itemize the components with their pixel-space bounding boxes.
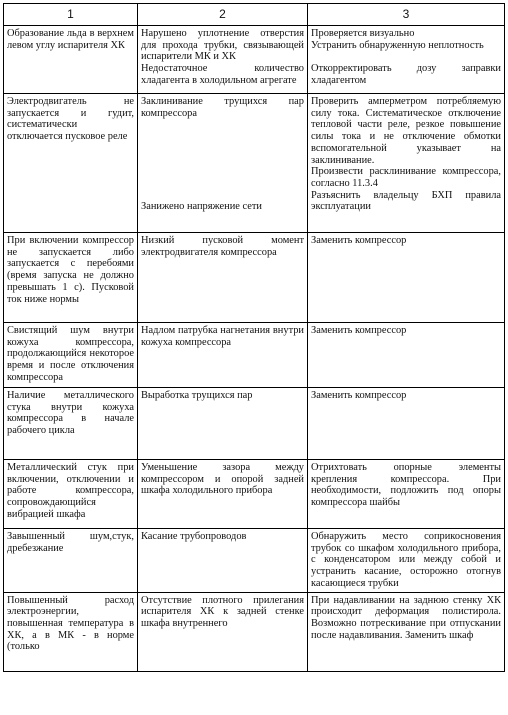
- table-row: [4, 529, 505, 593]
- cell-paragraph: Недостаточное количество хладагента в холодильном агрегате: [141, 63, 304, 86]
- symptom-cell: [4, 592, 138, 671]
- cell-paragraph: [141, 190, 304, 202]
- cell-paragraph: Выработка трущихся пар: [141, 390, 253, 401]
- cause-cell: [138, 26, 308, 94]
- table-header-row: [4, 4, 505, 26]
- table-row: [4, 388, 505, 460]
- cell-paragraph: [141, 131, 304, 143]
- cell-paragraph: [141, 155, 304, 167]
- cell-paragraph: Завышенный шум,стук, дребезжание: [7, 531, 134, 554]
- remedy-cell: [308, 529, 505, 593]
- cell-paragraph: Отрихтовать опорные элементы крепления компрессора. При необходимости, подложить под опоры компрессора шайбы: [311, 462, 501, 509]
- cause-cell: [138, 233, 308, 323]
- column-header-2: 2: [138, 4, 308, 26]
- remedy-cell: [308, 26, 505, 94]
- cell-paragraph: Низкий пусковой момент электродвигателя компрессора: [141, 235, 304, 258]
- remedy-cell: [308, 323, 505, 388]
- cell-paragraph: Заменить компрессор: [311, 325, 407, 336]
- cell-paragraph: [141, 119, 304, 131]
- cell-paragraph: [141, 178, 304, 190]
- cell-paragraph: Заклинивание трущихся пар компрессора: [141, 96, 304, 119]
- table-row: [4, 233, 505, 323]
- cause-cell: [138, 592, 308, 671]
- table-row: [4, 592, 505, 671]
- cell-paragraph: Нарушено уплотнение отверстия для прохода трубки, связывающей испарители МК и ХК: [141, 28, 304, 63]
- cause-cell: [138, 460, 308, 529]
- symptom-cell: [4, 388, 138, 460]
- cell-paragraph: Отсутствие плотного прилегания испарителя ХК к задней стенке шкафа внутреннего: [141, 594, 304, 629]
- cell-paragraph: Электродвигатель не запускается и гудит, систематически отключается пусковое реле: [7, 96, 134, 143]
- cell-paragraph: Произвести расклинивание компрессора, согласно 11.3.4: [311, 166, 501, 189]
- cell-paragraph: Металлический стук при включении, отключении и работе компрессора, сопровождающийся вибрацией шкафа: [7, 462, 134, 520]
- remedy-cell: [308, 460, 505, 529]
- table-row: [4, 323, 505, 388]
- cell-paragraph: Заменить компрессор: [311, 235, 407, 246]
- cell-paragraph: Откорректировать дозу заправки хладагентом: [311, 63, 501, 86]
- remedy-cell: [308, 233, 505, 323]
- cell-paragraph: Повышенный расход электроэнергии, повышенная температура в ХК, а в МК - в норме (только: [7, 594, 134, 653]
- symptom-cell: [4, 529, 138, 593]
- cell-paragraph: Наличие металлического стука внутри кожуха компрессора в начале рабочего цикла: [7, 390, 134, 437]
- remedy-cell: [308, 94, 505, 233]
- cell-paragraph: Образование льда в верхнем левом углу испарителя ХК: [7, 28, 134, 51]
- cell-paragraph: Касание трубопроводов: [141, 531, 247, 542]
- cell-paragraph: Разъяснить владельцу БХП правила эксплуатации: [311, 189, 501, 213]
- cause-cell: [138, 94, 308, 233]
- cause-cell: [138, 529, 308, 593]
- remedy-cell: [308, 388, 505, 460]
- symptom-cell: [4, 26, 138, 94]
- symptom-cell: [4, 460, 138, 529]
- cell-paragraph: Свистящий шум внутри кожуха компрессора, продолжающийся некоторое время и после отключения компрессора: [7, 325, 134, 383]
- cell-paragraph: Проверяется визуально: [311, 28, 415, 39]
- troubleshooting-table: [3, 3, 505, 672]
- cell-paragraph: [311, 51, 501, 63]
- cell-paragraph: [141, 166, 304, 178]
- cell-paragraph: При надавливании на заднюю стенку ХК происходит деформация полистирола. Возможно потрескивание при отпускании после надавливания. Заменить шкаф: [311, 594, 501, 641]
- cause-cell: [138, 388, 308, 460]
- table-row: [4, 26, 505, 94]
- cell-paragraph: Занижено напряжение сети: [141, 201, 262, 213]
- cell-paragraph: Уменьшение зазора между компрессором и опорой задней шкафа холодильного прибора: [141, 462, 304, 497]
- cell-paragraph: При включении компрессор не запускается либо запускается с перебоями (время запуска не должно превышать 1 с). Пусковой ток ниже нормы: [7, 235, 134, 305]
- remedy-cell: [308, 592, 505, 671]
- cell-paragraph: Устранить обнаруженную неплотность: [311, 39, 484, 51]
- cell-paragraph: [141, 143, 304, 155]
- cell-paragraph: Проверить амперметром потребляемую силу тока. Систематическое отключение тепловой части реле, резкое повышение силы тока и не отключение обмотки вспомогательной указывает на заклинивание.: [311, 96, 501, 166]
- cell-paragraph: Обнаружить место соприкосновения трубок со шкафом холодильного прибора, с конденсатором или между собой и устранить касание, осторожно отогнув касающиеся трубки: [311, 531, 501, 589]
- symptom-cell: [4, 233, 138, 323]
- symptom-cell: [4, 94, 138, 233]
- cause-cell: [138, 323, 308, 388]
- column-header-3: 3: [308, 4, 505, 26]
- cell-paragraph: Надлом патрубка нагнетания внутри кожуха компрессора: [141, 325, 304, 348]
- table-row: [4, 94, 505, 233]
- table-row: [4, 460, 505, 529]
- cell-paragraph: Заменить компрессор: [311, 390, 407, 401]
- symptom-cell: [4, 323, 138, 388]
- column-header-1: 1: [4, 4, 138, 26]
